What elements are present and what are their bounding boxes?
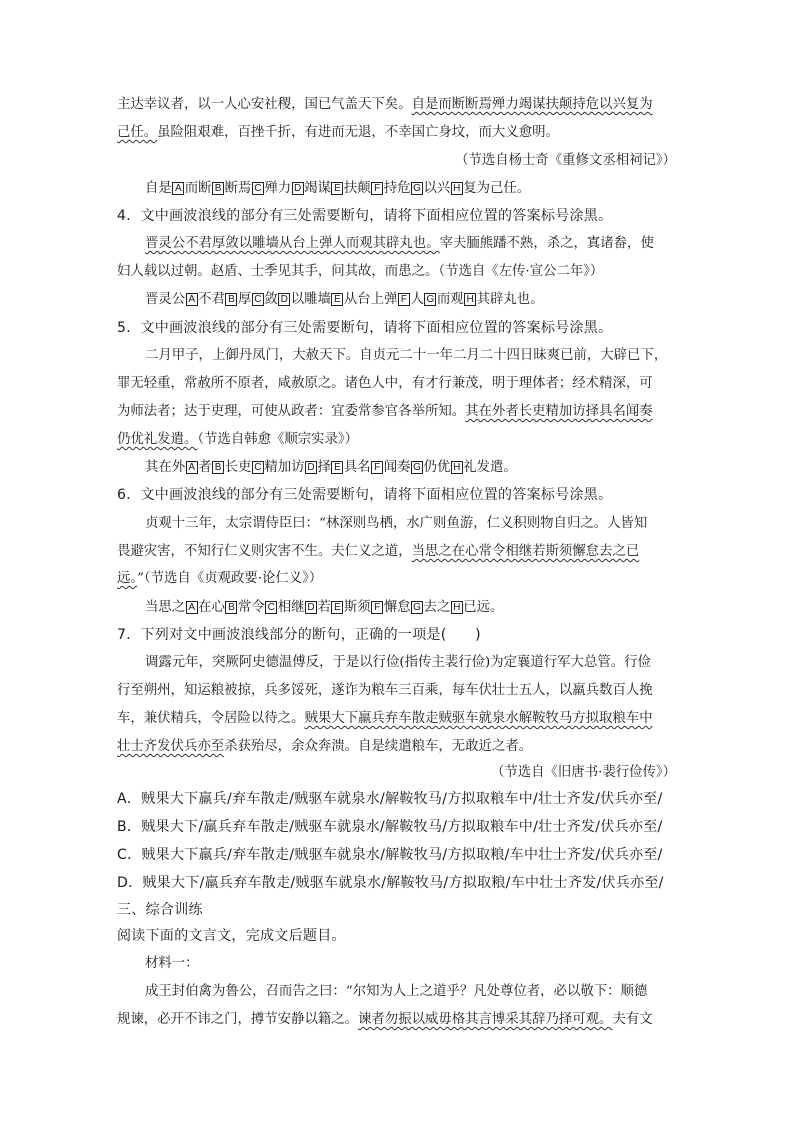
q6-answer-line: 当思之 A 在心 B 常令 C 相继 D 若 E 斯须 F 懈怠 G 去之 H 已远。: [145, 600, 504, 615]
q7-passage-line-1: 调露元年，突厥阿史德温傅反，于是以行俭(指传主裴行俭)为定襄道行军大总管。行俭: [145, 655, 651, 670]
option-box-h[interactable]: H: [451, 601, 463, 614]
q5-passage-line-3: [0, 399, 794, 425]
option-box-b[interactable]: B: [212, 182, 224, 195]
option-box-f[interactable]: F: [398, 293, 410, 306]
option-box-b[interactable]: B: [225, 601, 237, 614]
q7-passage-line-4: [0, 734, 794, 760]
q4-stem: 4．文中画波浪线的部分有三处需要断句，请将下面相应位置的答案标号涂黑。: [117, 208, 613, 224]
q3-wavy-text: 己任。: [117, 125, 158, 140]
q6-passage-line-2: [0, 539, 794, 565]
option-box-a[interactable]: A: [186, 293, 198, 306]
option-box-d[interactable]: D: [305, 461, 317, 474]
q3-passage-line-1: [0, 92, 794, 118]
option-box-f[interactable]: F: [371, 182, 383, 195]
q7-option-d[interactable]: D．贼果大下/羸兵弃车散走/贼驱车就泉水/解鞍牧马/方拟取粮/车中壮士齐发/伏兵亦至/: [117, 875, 664, 891]
option-box-c[interactable]: C: [265, 601, 277, 614]
q7-option-a[interactable]: A．贼果大下羸兵/弃车散走/贼驱车就泉水/解鞍牧马/方拟取粮车中/壮士齐发/伏兵亦至/: [117, 791, 663, 807]
q5-wavy-text: 仍优礼发遣。: [117, 432, 198, 447]
q6-wavy-text: 远。: [117, 571, 138, 586]
q5-answer-line: 其在外 A 者 B 长吏 C 精加访 D 择 E 具名 F 闻奏 G 仍优 H 礼发遣。: [145, 460, 517, 475]
q4-answer-line: 晋灵公 A 不君 B 厚 C 敛 D 以雕墙 E 从台上弹 F 人 G 而观 H 其辟丸也。: [145, 292, 544, 307]
q5-passage-text: 为师法者；达于吏理，可使从政者：宜委常参官各举所知。: [117, 404, 466, 419]
q6-source: ”（节选自《贞观政要·论仁义》）: [137, 571, 323, 586]
q4-wavy-text: 晋灵公不君厚敛以雕墙从台上弹人而观其辟丸也。: [145, 236, 440, 251]
section-instruction: 阅读下面的文言文，完成文后题目。: [117, 928, 346, 944]
q5-wavy-text: 其在外者长吏精加访择具名闻奏: [465, 404, 653, 419]
option-box-g[interactable]: G: [411, 461, 423, 474]
material-line-1: 成王封伯禽为鲁公，召而告之曰：“尔知为人上之道乎？凡处尊位者，必以敬下：顺德: [145, 984, 648, 999]
option-box-e[interactable]: E: [331, 182, 343, 195]
q3-wavy-text: 自是而断断焉殚力竭谋扶颠持危以兴复为: [411, 97, 653, 112]
q7-wavy-text: 贼果大下羸兵弃车散走贼驱车就泉水解鞍牧马方拟取粮车中: [304, 711, 653, 726]
q6-stem: 6．文中画波浪线的部分有三处需要断句，请将下面相应位置的答案标号涂黑。: [117, 487, 613, 503]
q7-stem: 7．下列对文中画波浪线部分的断句，正确的一项是( ): [117, 627, 481, 643]
q7-option-b[interactable]: B．贼果大下/羸兵弃车散走/贼驱车就泉水/解鞍牧马/方拟取粮车中/壮士齐发/伏兵亦至/: [117, 819, 663, 835]
material-line-2: [0, 1007, 794, 1033]
q3-source: （节选自杨士奇《重修文丞相祠记》）: [455, 153, 676, 168]
option-box-b[interactable]: B: [225, 293, 237, 306]
q7-passage-line-2: 行至朔州，知运粮被掠，兵多馁死，遂诈为粮车三百乘，每车伏壮士五人，以羸兵数百人挽: [117, 683, 653, 698]
q3-answer-line: 自是 A 而断 B 断焉 C 殚力 D 竭谋 E 扶颠 F 持危 G 以兴 H 复为己任。: [145, 181, 531, 196]
q7-passage-text: 杀获殆尽，余众奔溃。自是续遣粮车，无敢近之者。: [224, 739, 533, 754]
option-box-d[interactable]: D: [292, 182, 304, 195]
q6-passage-line-1: 贞观十三年，太宗谓侍臣曰：“林深则鸟栖，水广则鱼游，仁义积则物自归之。人皆知: [145, 516, 648, 531]
option-box-g[interactable]: G: [411, 601, 423, 614]
option-box-d[interactable]: D: [305, 601, 317, 614]
q5-source: （节选自韩愈《顺宗实录》）: [197, 432, 359, 447]
q6-passage-line-3: [0, 566, 794, 592]
q7-passage-text: 车，兼伏精兵，令居险以待之。: [117, 711, 305, 726]
option-box-a[interactable]: A: [172, 182, 184, 195]
q3-passage-text: 虽险阻艰难，百挫千折，有进而无退，不幸国亡身坟，而大义愈明。: [157, 125, 559, 140]
q7-source: （节选自《旧唐书·裴行俭传》）: [490, 765, 676, 780]
section-heading: 三、综合训练: [117, 902, 203, 918]
q5-passage-line-4: [0, 427, 794, 453]
option-box-c[interactable]: C: [252, 182, 264, 195]
q4-passage-text: 宰夫胹熊蹯不熟，杀之，寘诸畚，使: [439, 236, 654, 251]
q4-passage-line-2: 妇人载以过朝。赵盾、士季见其手，问其故，而患之。（节选自《左传·宣公二年》）: [117, 264, 604, 279]
q7-wavy-text: 壮士齐发伏兵亦至: [117, 739, 225, 754]
q3-passage-line-2: [0, 120, 794, 146]
q5-stem: 5．文中画波浪线的部分有三处需要断句，请将下面相应位置的答案标号涂黑。: [117, 320, 613, 336]
option-box-g[interactable]: G: [424, 293, 436, 306]
q7-option-c[interactable]: C．贼果大下羸兵/弃车散走/贼驱车就泉水/解鞍牧马/方拟取粮/车中壮士齐发/伏兵亦至/: [117, 847, 663, 863]
material-label: 材料一：: [145, 956, 199, 971]
material-text: 夫有文: [612, 1012, 653, 1027]
option-box-a[interactable]: A: [186, 601, 198, 614]
option-box-f[interactable]: F: [371, 601, 383, 614]
q7-passage-line-3: [0, 706, 794, 732]
q5-passage-line-2: 罪无轻重，常赦所不原者，咸赦原之。诸色人中，有才行兼茂，明于理体者；经术精深，可: [117, 376, 653, 391]
option-box-e[interactable]: E: [331, 601, 343, 614]
q3-passage-text: 主达幸议者，以一人心安社稷，国已气盖天下矣。: [117, 97, 412, 112]
option-box-e[interactable]: E: [331, 293, 343, 306]
option-box-h[interactable]: H: [464, 293, 476, 306]
option-box-b[interactable]: B: [212, 461, 224, 474]
option-box-e[interactable]: E: [331, 461, 343, 474]
option-box-h[interactable]: H: [451, 461, 463, 474]
q5-passage-line-1: 二月甲子，上御丹凤门，大赦天下。自贞元二十一年二月二十四日昧爽已前，大辟已下，: [145, 348, 668, 363]
option-box-c[interactable]: C: [252, 293, 264, 306]
q6-wavy-text: 当思之在心常令相继若斯须懈怠去之已: [411, 544, 640, 559]
option-box-a[interactable]: A: [186, 461, 198, 474]
option-box-c[interactable]: C: [252, 461, 264, 474]
option-box-h[interactable]: H: [451, 182, 463, 195]
q6-passage-text: 畏避灾害，不知行仁义则灾害不生。夫仁义之道，: [117, 544, 412, 559]
q4-passage-line-1: [0, 231, 794, 257]
option-box-d[interactable]: D: [278, 293, 290, 306]
material-text: 规谏，必开不讳之门，撙节安静以籍之。: [117, 1012, 359, 1027]
material-wavy-text: 谏者勿振以威毋格其言博采其辞乃择可观。: [358, 1012, 613, 1027]
option-box-g[interactable]: G: [411, 182, 423, 195]
option-box-f[interactable]: F: [371, 461, 383, 474]
